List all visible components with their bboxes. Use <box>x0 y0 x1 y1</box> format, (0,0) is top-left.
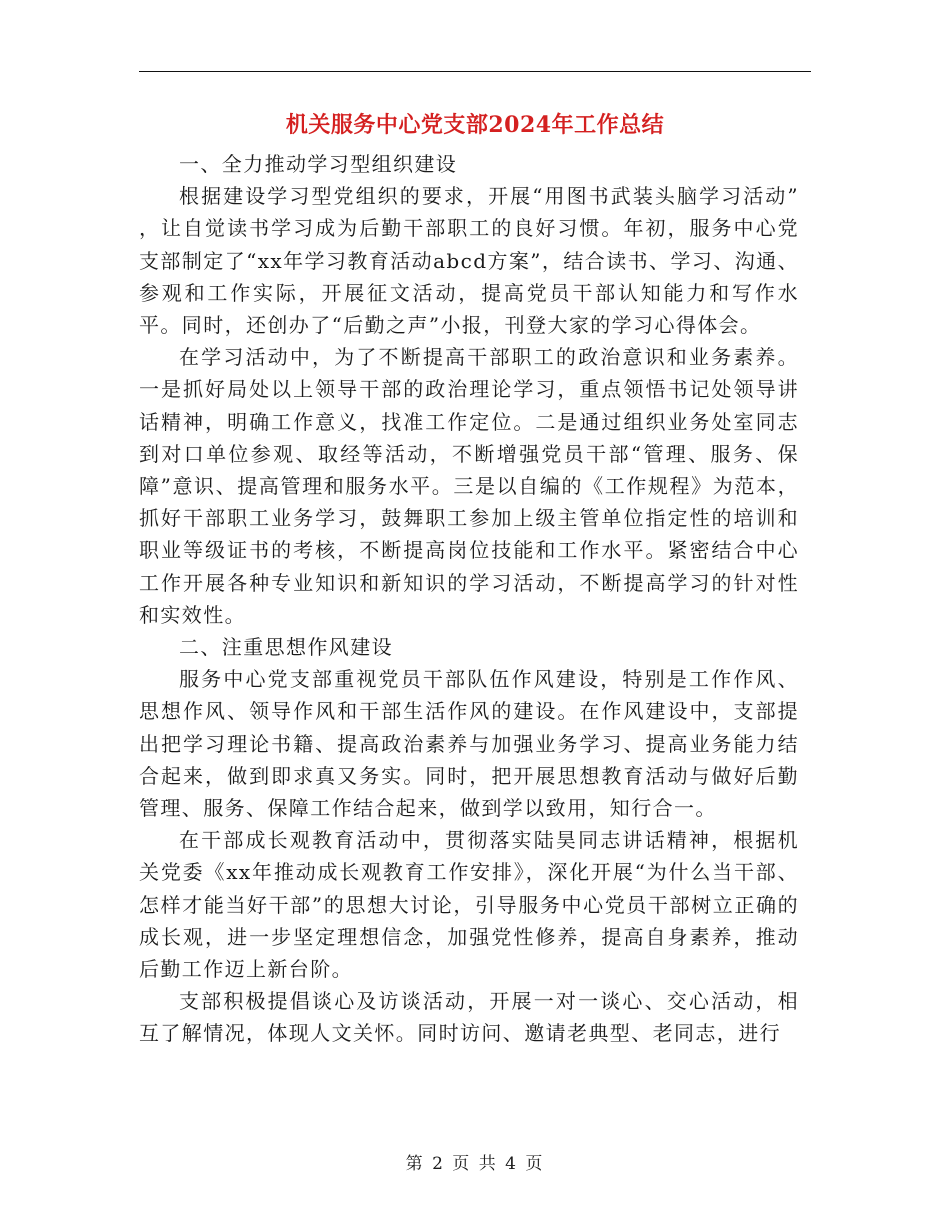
paragraph: 服务中心党支部重视党员干部队伍作风建设，特别是工作作风、思想作风、领导作风和干部生活作风的建设。在作风建设中，支部提出把学习理论书籍、提高政治素养与加强业务学习、提高业务能力结合起来，做到即求真又务实。同时，把开展思想教育活动与做好后勤管理、服务、保障工作结合起来，做到学以致用，知行合一。 <box>139 667 799 821</box>
document-body <box>139 148 799 1050</box>
paragraph: 在干部成长观教育活动中，贯彻落实陆昊同志讲话精神，根据机关党委《xx年推动成长观教育工作安排》，深化开展“为什么当干部、怎样才能当好干部”的思想大讨论，引导服务中心党员干部树立正确的成长观，进一步坚定理想信念，加强党性修养，提高自身素养，推动后勤工作迈上新台阶。 <box>139 828 799 982</box>
page-number: 第 2 页 共 4 页 <box>405 1154 545 1174</box>
section-heading-1: 一、全力推动学习型组织建设 <box>179 152 458 176</box>
paragraph: 在学习活动中，为了不断提高干部职工的政治意识和业务素养。一是抓好局处以上领导干部的政治理论学习，重点领悟书记处领导讲话精神，明确工作意义，找准工作定位。二是通过组织业务处室同志到对口单位参观、取经等活动，不断增强党员干部“管理、服务、保障”意识、提高管理和服务水平。三是以自编的《工作规程》为范本，抓好干部职工业务学习，鼓舞职工参加上级主管单位指定性的培训和职业等级证书的考核，不断提高岗位技能和工作水平。紧密结合中心工作开展各种专业知识和新知识的学习活动，不断提高学习的针对性和实效性。 <box>139 345 799 627</box>
section-heading-2: 二、注重思想作风建设 <box>179 635 393 660</box>
header-rule <box>139 71 811 72</box>
paragraph: 根据建设学习型党组织的要求，开展“用图书武装头脑学习活动” ，让自觉读书学习成为后勤干部职工的良好习惯。年初，服务中心党支部制定了“xx年学习教育活动abcd方案”，结合读书、学习、沟通、参观和工作实际，开展征文活动，提高党员干部认知能力和写作水平。同时，还创办了“后勤之声”小报，刊登大家的学习心得体会。 <box>139 184 799 338</box>
paragraph: 支部积极提倡谈心及访谈活动，开展一对一谈心、交心活动，相互了解情况，体现人文关怀。同时访问、邀请老典型、老同志，进行 <box>139 989 799 1046</box>
document-title: 机关服务中心党支部2024年工作总结 <box>285 112 665 138</box>
